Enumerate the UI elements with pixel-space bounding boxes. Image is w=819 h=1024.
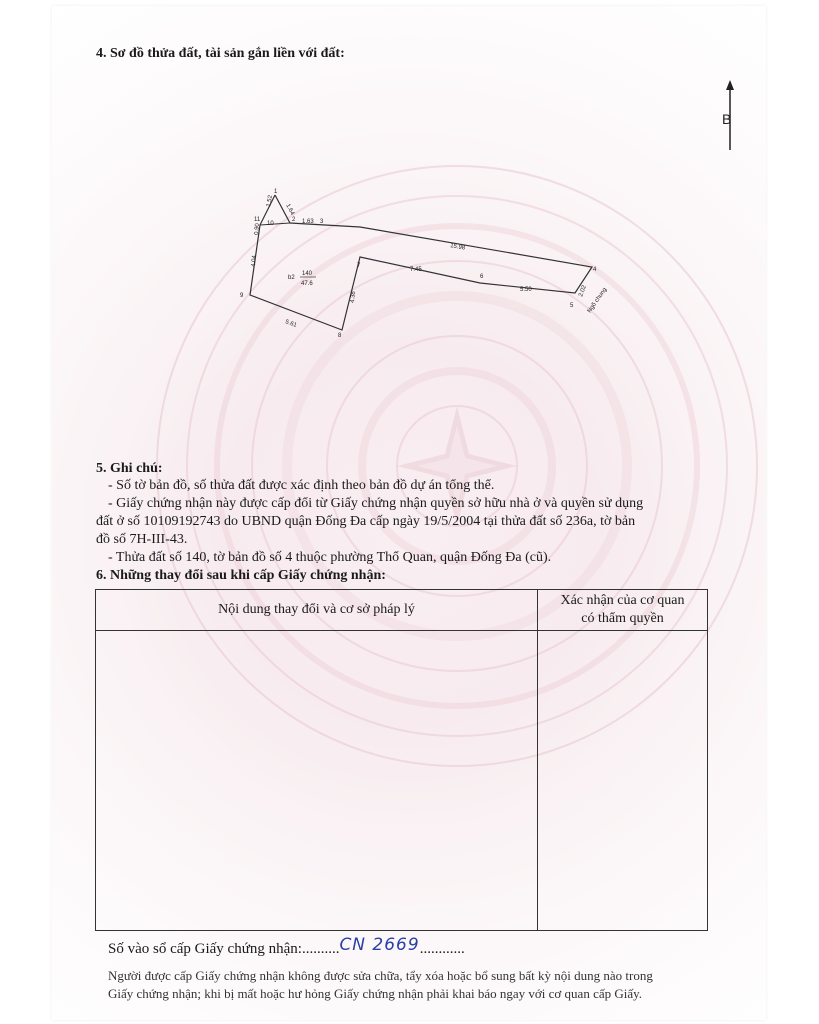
registration-dots: .......... [301,941,340,957]
edge-length: 2.02 [578,284,588,298]
parcel-area: 47.6 [301,281,313,287]
note-line: đất ở số 10109192743 do UBND quận Đống Đa cấp ngày 19/5/2004 tại thửa đất số 236a, tờ bản [96,514,636,529]
changes-column-header: Nội dung thay đổi và cơ sở pháp lý [96,590,538,631]
point-label: 4 [593,267,597,273]
edge-length: 5.61 [284,319,298,329]
approval-column-header [538,590,708,631]
edge-length: 5.50 [520,287,532,293]
edge-length: 1.64 [284,203,296,217]
edge-length: 4.04 [251,255,259,268]
registration-number: CN 2669 [339,935,420,955]
parcel-number: 140 [302,271,313,277]
registration-label: Số vào sổ cấp Giấy chứng nhận: [108,941,302,957]
note-line: đồ số 7H-III-43. [96,532,188,547]
note-line: - Thửa đất số 140, tờ bản đồ số 4 thuộc phường Thổ Quan, quận Đống Đa (cũ). [108,550,552,565]
point-label: 6 [480,274,484,280]
changes-cell [96,631,538,931]
registration-dots: ............ [419,941,465,957]
point-label: 10 [267,221,274,227]
approval-header-line: có thẩm quyền [581,611,664,626]
footer-warning-line: Người được cấp Giấy chứng nhận không được sửa chữa, tẩy xóa hoặc bổ sung bất kỳ nội dung nào trong [108,968,653,983]
point-label: 3 [320,219,324,225]
point-label: 1 [274,189,278,195]
section-4-heading: 4. Sơ đồ thửa đất, tài sản gắn liền với đất: [96,46,345,61]
north-arrow-icon [718,78,742,154]
edge-length: 1.63 [302,219,314,225]
registration-line [108,935,465,958]
edge-length: 4.38 [350,291,358,304]
north-label: B [722,111,732,127]
parcel-label: b2 [288,275,295,281]
approval-cell [538,631,708,931]
changes-table [95,589,708,931]
section-5-heading: 5. Ghi chú: [96,461,163,476]
edge-length: 7.45 [410,267,422,273]
point-label: 9 [240,293,244,299]
point-label: 7 [357,263,361,269]
point-label: 8 [338,333,342,339]
edge-length: 15.98 [449,243,466,252]
approval-header-line: Xác nhận của cơ quan [560,593,685,608]
land-parcel-diagram [230,185,620,345]
edge-length: 0.90 [254,223,262,236]
note-line: - Giấy chứng nhận này được cấp đổi từ Giấy chứng nhận quyền sở hữu nhà ở và quyền sử dụng [108,496,644,511]
footer-warning-line: Giấy chứng nhận; khi bị mất hoặc hư hỏng Giấy chứng nhận phải khai báo ngay với cơ quan cấp Giấy. [108,986,643,1001]
point-label: 11 [254,217,261,223]
point-label: 2 [292,217,296,223]
section-6-heading: 6. Những thay đổi sau khi cấp Giấy chứng nhận: [96,568,386,583]
edge-length: 1.52 [266,194,274,208]
road-label: Ngõ chung [586,286,609,315]
note-line: - Số tờ bản đồ, số thửa đất được xác định theo bản đồ dự án tổng thể. [108,478,495,493]
point-label: 5 [570,303,574,309]
